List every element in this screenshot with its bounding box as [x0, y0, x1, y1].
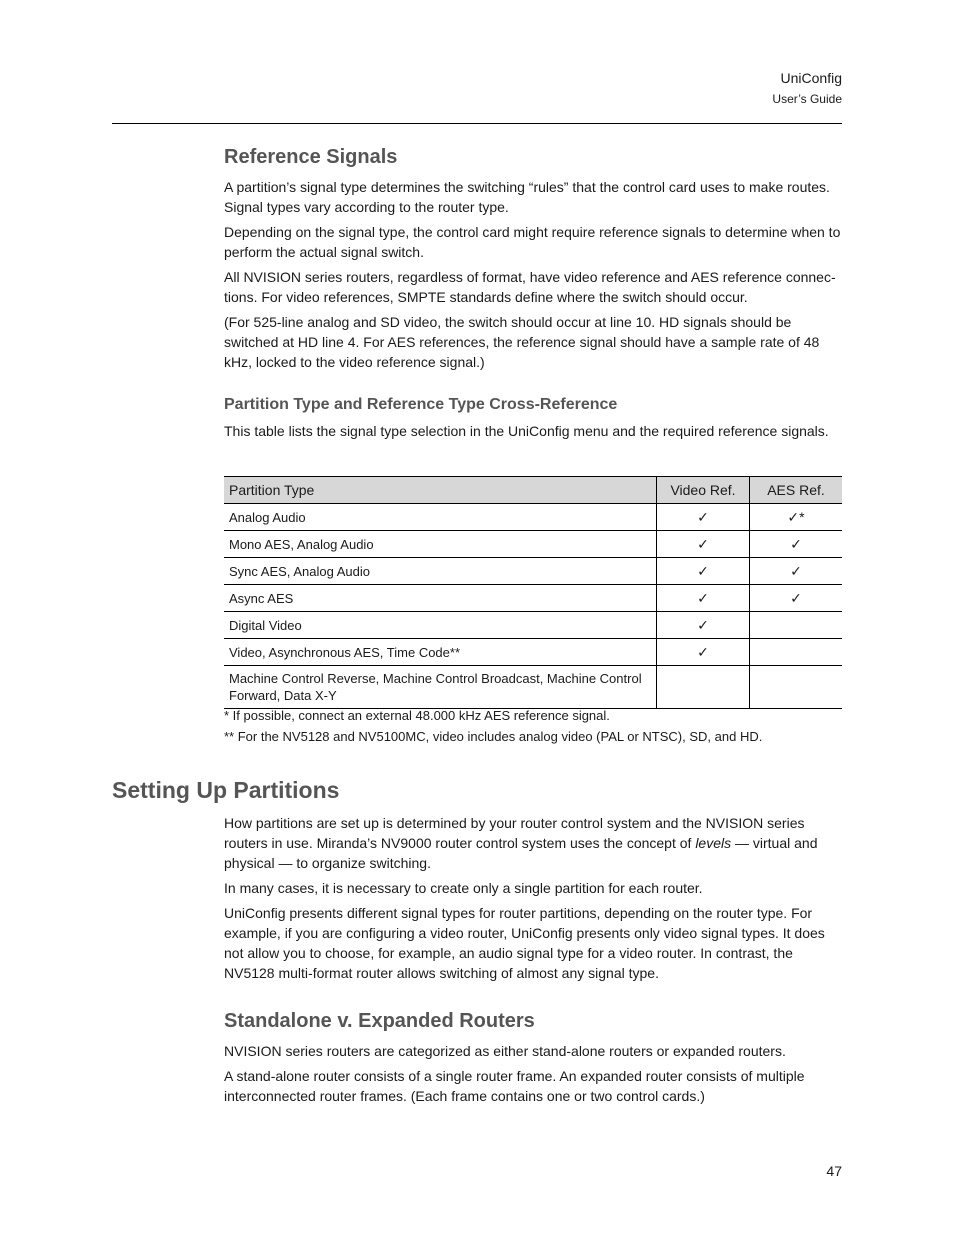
column-header: AES Ref. [750, 477, 843, 504]
standalone-section [224, 1010, 842, 1106]
table-row [224, 639, 842, 666]
paragraph: (For 525-line analog and SD video, the switch should occur at line 10. HD signals should be switched at HD line 4. For AES references, the reference signal should have a sample rate of 48 kHz, locked to the video reference signal.) [224, 314, 820, 370]
table-cell [750, 612, 843, 639]
check-icon: ✓ [657, 558, 750, 585]
reference-signals-section [224, 146, 842, 372]
table-row [224, 612, 842, 639]
footnote: * If possible, connect an external 48.000 kHz AES reference signal. [224, 708, 610, 723]
cross-reference-table [224, 476, 842, 709]
footnote: ** For the NV5128 and NV5100MC, video includes analog video (PAL or NTSC), SD, and HD. [224, 729, 763, 744]
header-title: UniConfig [780, 70, 842, 86]
table-cell [657, 666, 750, 709]
paragraph: How partitions are set up is determined by your router control system and the NVISION series routers in use. Miranda’s NV9000 router control system uses the concept of levels — virtual and physical — to organize switching. [224, 815, 818, 871]
standalone-heading: Standalone v. Expanded Routers [224, 1010, 535, 1032]
paragraph: Depending on the signal type, the control card might require reference signals to determine when to perform the actual signal switch. [224, 224, 841, 260]
paragraph: A stand-alone router consists of a single router frame. An expanded router consists of multiple interconnected router frames. (Each frame contains one or two control cards.) [224, 1068, 805, 1104]
cross-reference-heading: Partition Type and Reference Type Cross-Reference [224, 396, 618, 413]
table-cell [750, 639, 843, 666]
check-icon: ✓ [657, 612, 750, 639]
page-number: 47 [826, 1163, 842, 1179]
column-header: Video Ref. [657, 477, 750, 504]
setting-up-partitions-section [224, 813, 842, 983]
check-icon: ✓ [657, 639, 750, 666]
setting-up-partitions-heading: Setting Up Partitions [112, 777, 340, 803]
column-header: Partition Type [224, 477, 657, 504]
table-cell: Machine Control Reverse, Machine Control Broadcast, Machine Control Forward, Data X-Y [224, 666, 657, 709]
check-icon: ✓ [750, 558, 843, 585]
table-row [224, 504, 842, 531]
check-icon: ✓ [657, 585, 750, 612]
table-footnotes [224, 706, 842, 747]
check-icon: ✓ [750, 585, 843, 612]
table-cell: Sync AES, Analog Audio [224, 558, 657, 585]
table-cell: Mono AES, Analog Audio [224, 531, 657, 558]
table-cell: Analog Audio [224, 504, 657, 531]
table-header-row [224, 477, 842, 504]
table-cell: Async AES [224, 585, 657, 612]
reference-signals-heading: Reference Signals [224, 146, 398, 168]
cross-reference-section [224, 396, 842, 441]
table-cell: Digital Video [224, 612, 657, 639]
table-cell [750, 666, 843, 709]
paragraph: UniConfig presents different signal types for router partitions, depending on the router type. For example, if you are configuring a video router, UniConfig presents only video signal types. It does not allow you to choose, for example, an audio signal type for a video router. In contrast, the NV5128 multi-format router allows switching of almost any signal type. [224, 905, 825, 981]
table-row [224, 531, 842, 558]
paragraph: All NVISION series routers, regardless of format, have video reference and AES reference connec-tions. For video references, SMPTE standards define where the switch should occur. [224, 269, 836, 305]
check-icon: ✓ [657, 504, 750, 531]
paragraph: NVISION series routers are categorized as either stand-alone routers or expanded routers. [224, 1043, 786, 1059]
header-subtitle: User’s Guide [772, 92, 842, 106]
table-row [224, 558, 842, 585]
table-cell: Video, Asynchronous AES, Time Code** [224, 639, 657, 666]
cross-reference-intro: This table lists the signal type selection in the UniConfig menu and the required reference signals. [224, 423, 829, 439]
check-icon: ✓ [750, 531, 843, 558]
header-rule [112, 123, 842, 124]
paragraph: A partition’s signal type determines the switching “rules” that the control card uses to make routes. Signal types vary according to the router type. [224, 179, 830, 215]
paragraph: In many cases, it is necessary to create only a single partition for each router. [224, 880, 703, 896]
check-icon: ✓ [657, 531, 750, 558]
table-row [224, 666, 842, 709]
table-row [224, 585, 842, 612]
check-icon: ✓* [750, 504, 843, 531]
